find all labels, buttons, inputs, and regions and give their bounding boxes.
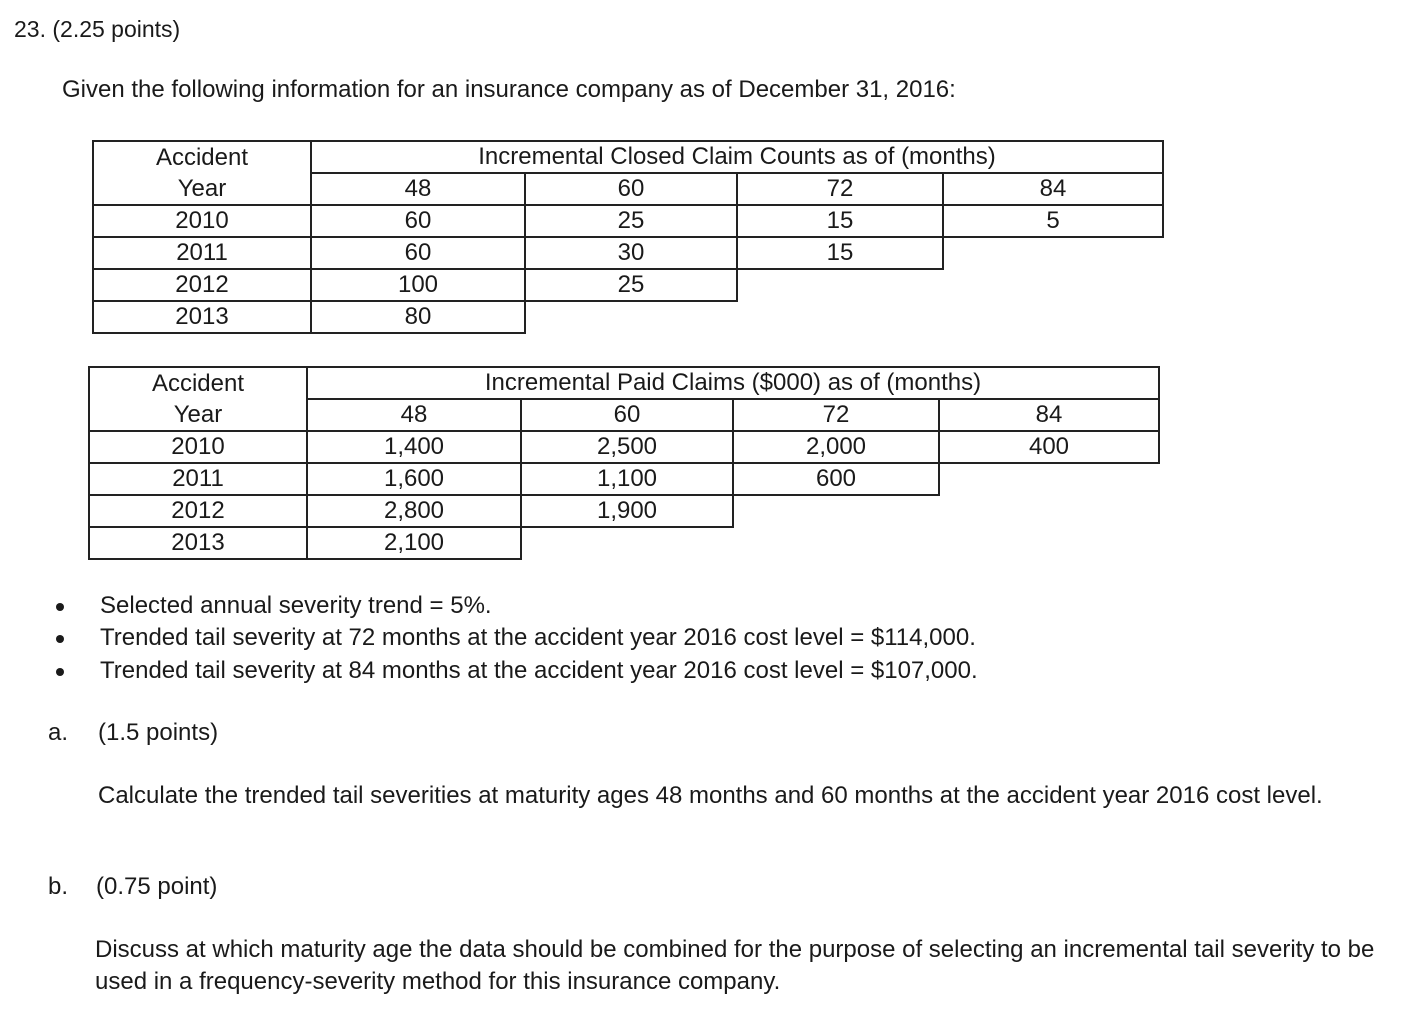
value-cell: 2,100 [307,527,521,559]
table-row [93,205,1163,237]
accident-year-header-line2: Year [89,399,307,431]
part-b-letter: b. [48,873,69,900]
accident-year-cell: 2010 [89,431,307,463]
age-header: 84 [943,173,1163,205]
part-a-points: (1.5 points) [98,719,219,746]
accident-year-cell: 2010 [93,205,311,237]
value-cell: 15 [737,237,943,269]
value-cell: 100 [311,269,525,301]
table-row [89,463,1159,495]
table-row [93,301,1163,333]
value-cell: 30 [525,237,737,269]
value-cell: 2,000 [733,431,939,463]
bullet-item: Trended tail severity at 84 months at the accident year 2016 cost level = $107,000. [100,657,978,684]
age-header: 72 [737,173,943,205]
table-row [93,237,1163,269]
value-cell: 1,100 [521,463,733,495]
age-header: 48 [311,173,525,205]
bullet-dot [56,603,64,611]
accident-year-header-line1: Accident [89,367,307,399]
accident-year-cell: 2012 [93,269,311,301]
age-header: 60 [525,173,737,205]
table-row [89,431,1159,463]
accident-year-header-line1: Accident [93,141,311,173]
table-row [93,269,1163,301]
bullet-item: Selected annual severity trend = 5%. [100,592,492,619]
value-cell: 600 [733,463,939,495]
bullet-dot [56,635,64,643]
age-header: 72 [733,399,939,431]
accident-year-header-line2: Year [93,173,311,205]
closed-claim-counts-table [92,140,1164,334]
part-b-text: Discuss at which maturity age the data should be combined for the purpose of selecting an incremental tail severity to be used in a frequency-severity method for this insurance company. [95,936,1375,995]
value-cell: 60 [311,237,525,269]
accident-year-cell: 2013 [89,527,307,559]
question-heading: 23. (2.25 points) [14,16,181,42]
value-cell: 400 [939,431,1159,463]
value-cell: 1,900 [521,495,733,527]
age-header: 60 [521,399,733,431]
part-a-text: Calculate the trended tail severities at maturity ages 48 months and 60 months at the accident year 2016 cost level. [98,782,1323,809]
value-cell: 15 [737,205,943,237]
accident-year-cell: 2011 [93,237,311,269]
value-cell: 60 [311,205,525,237]
value-cell: 1,400 [307,431,521,463]
value-cell: 25 [525,269,737,301]
accident-year-cell: 2012 [89,495,307,527]
value-cell: 2,800 [307,495,521,527]
table-row [89,495,1159,527]
value-cell: 80 [311,301,525,333]
bullet-item: Trended tail severity at 72 months at the accident year 2016 cost level = $114,000. [100,624,976,651]
table-title: Incremental Closed Claim Counts as of (months) [311,141,1163,173]
accident-year-cell: 2013 [93,301,311,333]
part-b-points: (0.75 point) [96,873,218,900]
value-cell: 2,500 [521,431,733,463]
value-cell: 5 [943,205,1163,237]
part-a-letter: a. [48,719,69,746]
paid-claims-table [88,366,1160,560]
table-title: Incremental Paid Claims ($000) as of (months) [307,367,1159,399]
age-header: 48 [307,399,521,431]
accident-year-cell: 2011 [89,463,307,495]
bullet-dot [56,668,64,676]
age-header: 84 [939,399,1159,431]
question-intro: Given the following information for an insurance company as of December 31, 2016: [62,76,956,103]
value-cell: 1,600 [307,463,521,495]
value-cell: 25 [525,205,737,237]
table-row [89,527,1159,559]
